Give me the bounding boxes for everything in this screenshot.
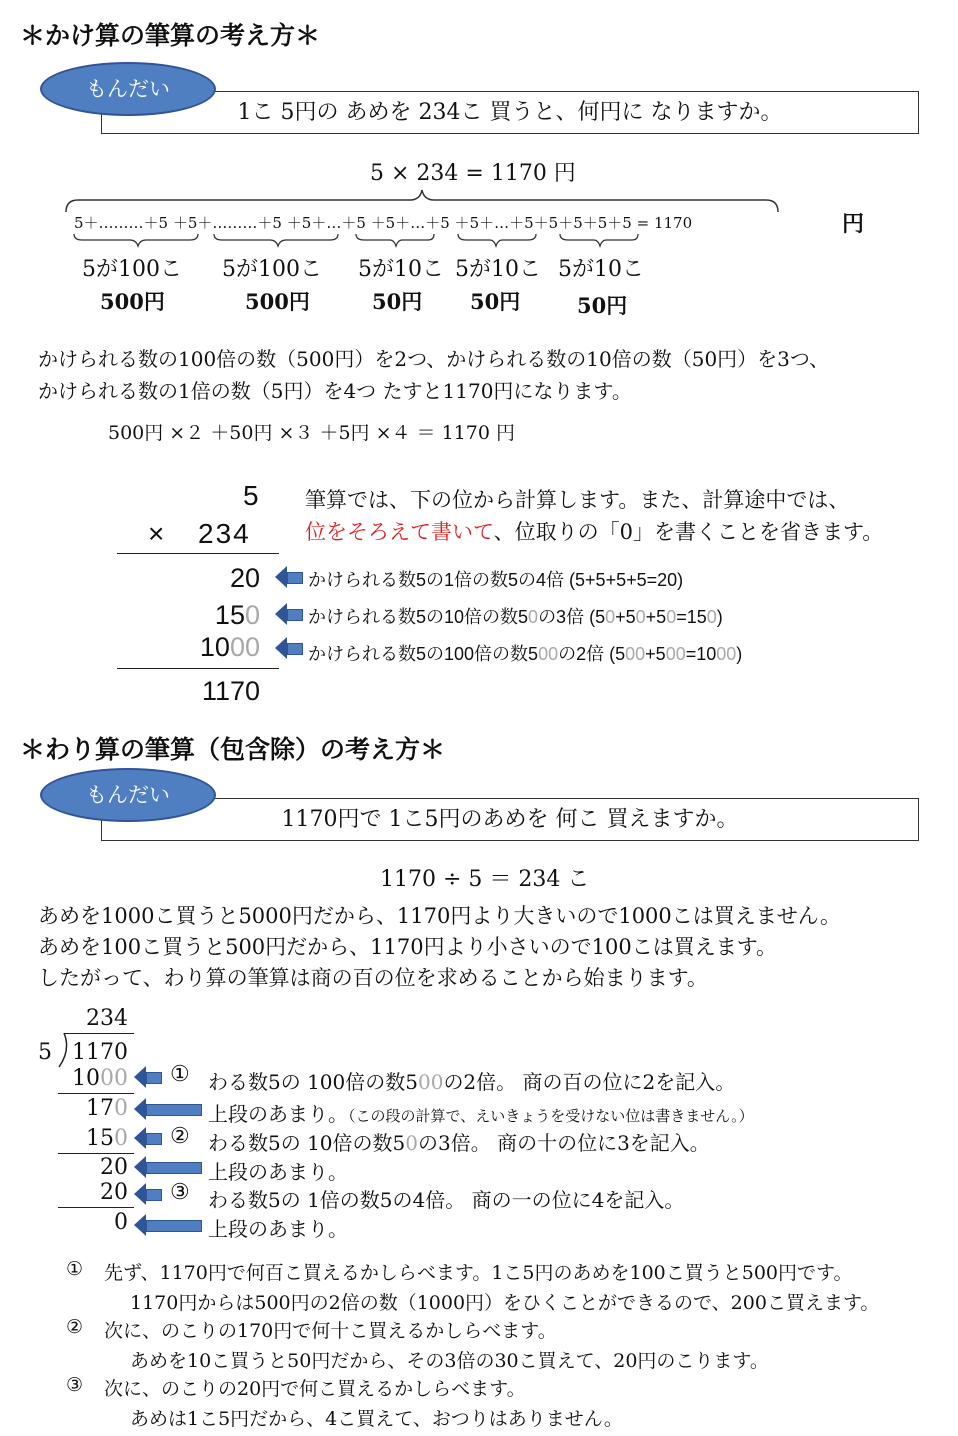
group-4-label: 5が10こ — [455, 257, 541, 282]
group-4-value: 50円 — [470, 289, 521, 314]
div-step-2-text: 上段のあまり。（この段の計算で、えいきょうを受けない位は書きません。） — [208, 1102, 754, 1126]
div-heading: ＊わり算の筆算（包含除）の考え方＊ — [20, 735, 446, 764]
col-times: × — [148, 518, 165, 549]
mult-note-2-rest: 、位取りの「0」を書くことを省きます。 — [493, 520, 884, 544]
div-step-6-text: 上段のあまり。 — [208, 1217, 348, 1241]
group-2-value: 500円 — [245, 289, 310, 314]
div-step-1-value: 1000 — [72, 1066, 128, 1091]
div-rule-3 — [58, 1207, 134, 1208]
div-question: 1170円で 1こ5円のあめを 何こ 買えますか。 — [281, 807, 739, 832]
group-5-value: 50円 — [577, 293, 628, 318]
mult-badge: もんだい — [40, 62, 216, 116]
arrow-left-icon — [146, 1220, 202, 1232]
div-line-1: あめを1000こ買うと5000円だから、1170円より大きいので1000こは買えません。 — [38, 904, 842, 928]
sum-term-2: 5＋………＋5 — [187, 214, 282, 232]
div-rule-2 — [58, 1153, 134, 1154]
mult-question: 1こ 5円の あめを 234こ 買うと、何円に なりますか。 — [237, 100, 783, 125]
mult-explain-1: かけられる数の100倍の数（500円）を2つ、かけられる数の10倍の数（50円）を3つ、 — [38, 347, 830, 371]
step-mark-3: ③ — [170, 1180, 190, 1205]
div-question-box — [101, 798, 919, 841]
arrow-left-icon — [287, 643, 303, 655]
sum-term-5: 5＋…＋5 — [469, 214, 534, 232]
arrow-left-icon — [146, 1162, 202, 1174]
div-bracket-icon — [56, 1032, 70, 1068]
group-braces-icon — [72, 232, 652, 248]
arrow-left-icon — [146, 1072, 162, 1084]
arrow-left-icon — [146, 1133, 162, 1145]
group-3-value: 50円 — [372, 289, 423, 314]
partial-row-2: 150 — [214, 600, 260, 630]
footnote-3-mark: ③ — [66, 1374, 84, 1396]
col-result: 1170 — [201, 676, 260, 706]
div-quotient: 234 — [86, 1006, 128, 1031]
partial-row-1: 20 — [229, 563, 260, 593]
div-divisor: 5 — [38, 1040, 52, 1065]
step-mark-2: ② — [170, 1124, 190, 1149]
group-1-value: 500円 — [100, 289, 165, 314]
footnote-1-mark: ① — [66, 1258, 84, 1280]
arrow-left-icon — [287, 572, 303, 584]
group-1-label: 5が100こ — [82, 257, 182, 282]
partial-row-2-note: かけられる数5の10倍の数50の3倍 (50+50+50=150) — [308, 607, 723, 627]
footnote-3-sub: あめは1こ5円だから、4こ買えて、おつりはありません。 — [130, 1408, 623, 1430]
partial-row-1-note: かけられる数5の1倍の数5の4倍 (5+5+5+5=20) — [308, 570, 684, 590]
sum-term-1: 5＋………＋5 — [74, 214, 169, 232]
partial-row-3-note: かけられる数5の100倍の数500の2倍 (500+500=1000) — [308, 644, 743, 664]
div-step-6-value: 0 — [114, 1210, 128, 1235]
partial-row-3: 1000 — [199, 632, 260, 662]
footnote-2-sub: あめを10こ買うと50円だから、その3倍の30こ買えて、20円のこります。 — [130, 1350, 769, 1372]
mult-heading: ＊かけ算の筆算の考え方＊ — [20, 21, 321, 50]
div-line-2: あめを100こ買うと500円だから、1170円より小さいので100こは買えます。 — [38, 935, 778, 959]
footnote-1-text: 先ず、1170円で何百こ買えるかしらべます。1こ5円のあめを100こ買うと500円です。 — [104, 1262, 853, 1284]
div-step-3-text: わる数5の 10倍の数50の3倍。 商の十の位に3を記入。 — [208, 1131, 710, 1155]
div-rule-1 — [58, 1093, 134, 1094]
div-dividend: 1170 — [72, 1040, 128, 1065]
div-badge: もんだい — [40, 768, 216, 822]
sum-unit: 円 — [842, 211, 865, 237]
sum-total: = 1170 — [636, 214, 693, 232]
div-step-3-value: 150 — [86, 1126, 128, 1151]
mult-note-2 — [305, 516, 883, 546]
group-2-label: 5が100こ — [222, 257, 322, 282]
div-vinculum — [64, 1033, 134, 1034]
sum-line: 5＋………＋5 ＋5＋………＋5 ＋5＋…＋5 ＋5＋…＋5 ＋5＋…＋5＋5＋5＋5＋5 = 1170 — [74, 214, 693, 232]
sum-term-3: 5＋…＋5 — [301, 214, 366, 232]
step-mark-1: ① — [170, 1062, 190, 1087]
div-step-2-value: 170 — [86, 1096, 128, 1121]
group-5-label: 5が10こ — [558, 257, 644, 282]
div-line-3: したがって、わり算の筆算は商の百の位を求めることから始まります。 — [38, 966, 708, 990]
mult-formula: 500円 ×２ ＋50円 ×３ ＋5円 ×４ ＝ 1170 円 — [108, 422, 515, 444]
arrow-left-icon — [146, 1189, 162, 1201]
col-rule-2 — [117, 668, 279, 669]
div-step-5-value: 20 — [100, 1180, 128, 1205]
div-step-4-value: 20 — [100, 1155, 128, 1180]
mult-note-2-red: 位をそろえて書いて — [305, 520, 494, 544]
div-step-5-text: わる数5の 1倍の数5の4倍。 商の一の位に4を記入。 — [208, 1188, 685, 1212]
div-equation: 1170 ÷ 5 ＝ 234 こ — [380, 867, 590, 892]
arrow-left-icon — [287, 609, 303, 621]
footnote-2-text: 次に、のこりの170円で何十こ買えるかしらべます。 — [104, 1320, 557, 1342]
footnote-3-text: 次に、のこりの20円で何こ買えるかしらべます。 — [104, 1378, 526, 1400]
col-rule-1 — [117, 553, 279, 554]
col-multiplier: 234 — [198, 518, 251, 549]
sum-term-4: 5＋…＋5 — [385, 214, 450, 232]
mult-note-1: 筆算では、下の位から計算します。また、計算途中では、 — [305, 488, 850, 512]
div-step-4-text: 上段のあまり。 — [208, 1160, 348, 1184]
footnote-2-mark: ② — [66, 1316, 84, 1338]
mult-explain-2: かけられる数の1倍の数（5円）を4つ たすと1170円になります。 — [38, 379, 632, 403]
arrow-left-icon — [146, 1104, 202, 1116]
div-step-1-text: わる数5の 100倍の数500の2倍。 商の百の位に2を記入。 — [208, 1070, 736, 1094]
col-multiplicand: 5 — [243, 480, 259, 511]
long-brace-icon — [64, 188, 780, 214]
mult-equation: 5 × 234 = 1170 円 — [370, 161, 576, 186]
sum-term-6: ＋5＋5＋5＋5 — [533, 214, 632, 232]
footnote-1-sub: 1170円からは500円の2倍の数（1000円）をひくことができるので、200こ買えます。 — [130, 1292, 880, 1314]
mult-question-box — [101, 91, 919, 134]
group-3-label: 5が10こ — [358, 257, 444, 282]
